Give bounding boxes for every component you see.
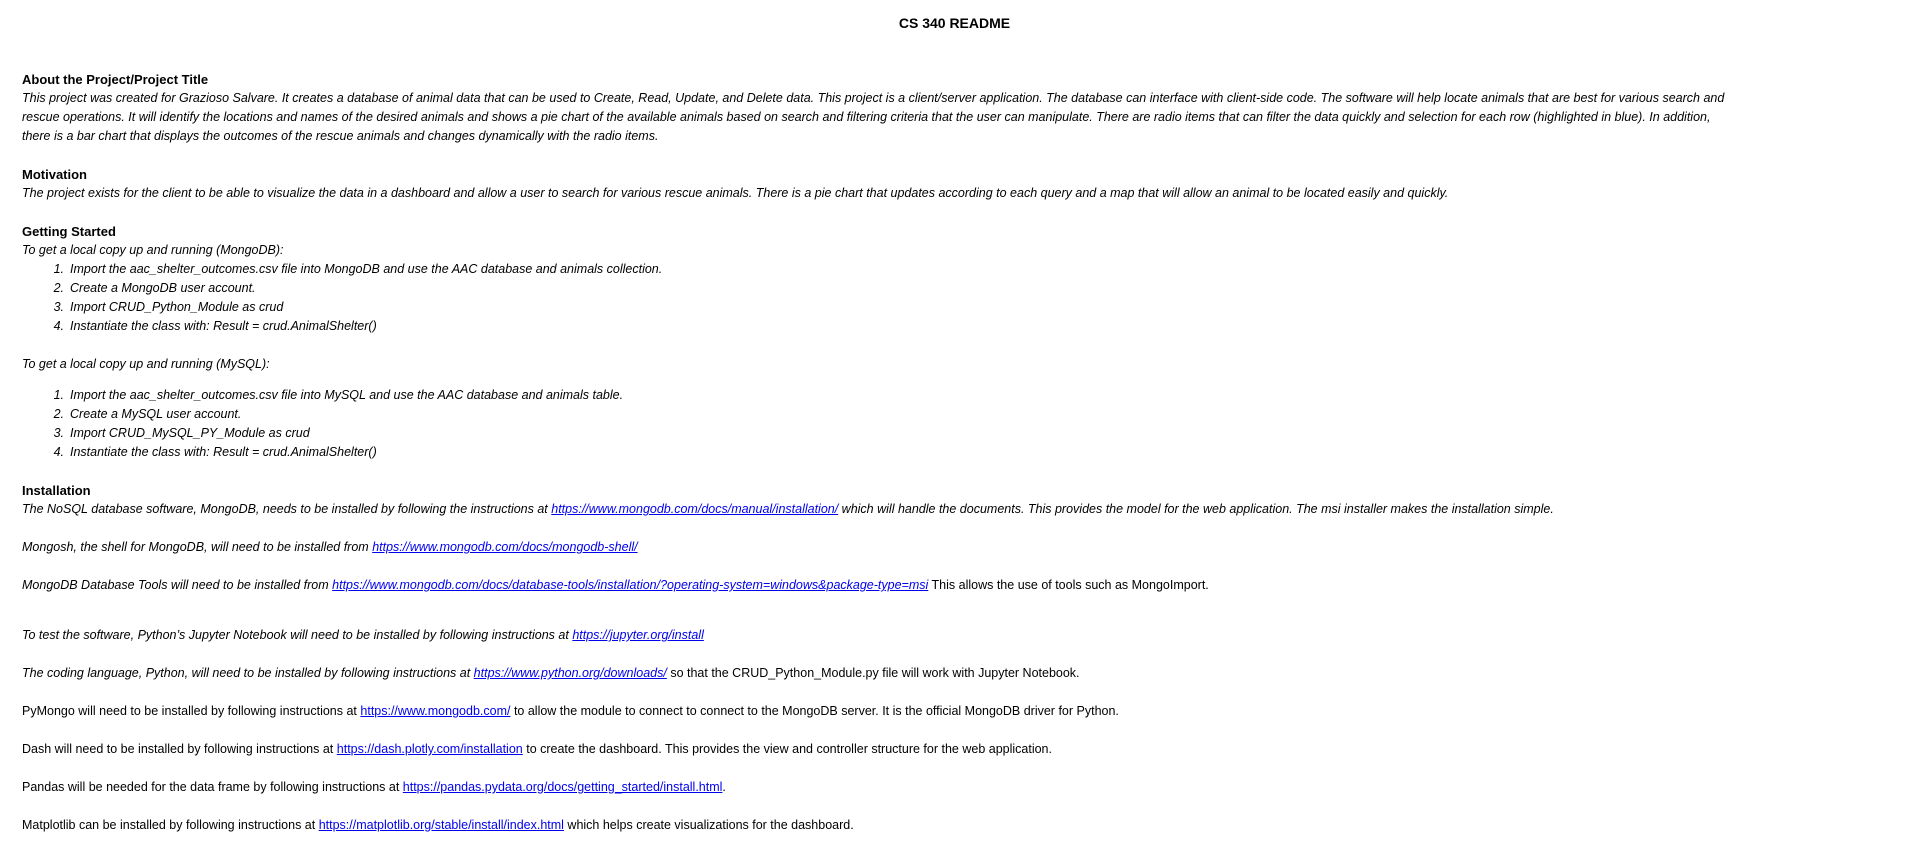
python-install-line bbox=[22, 664, 1887, 683]
python-install-link[interactable]: https://www.python.org/downloads/ bbox=[473, 666, 667, 680]
step-number: 1. bbox=[53, 262, 64, 276]
about-heading: About the Project/Project Title bbox=[22, 72, 209, 87]
mongodb-install-text-after: which will handle the documents. This provides the model for the web application. The msi installer makes the installation simple. bbox=[838, 502, 1554, 516]
mongodb-install-text: The NoSQL database software, MongoDB, needs to be installed by following the instructions at bbox=[22, 502, 552, 516]
jupyter-install-text: To test the software, Python’s Jupyter Notebook will need to be installed by following instructions at bbox=[22, 628, 573, 642]
pymongo-install-line bbox=[22, 702, 1887, 721]
step-number: 4. bbox=[53, 445, 64, 459]
matplotlib-install-link[interactable]: https://matplotlib.org/stable/install/index.html bbox=[318, 818, 564, 832]
spacer bbox=[22, 614, 1887, 626]
installation-heading: Installation bbox=[22, 483, 91, 498]
pandas-install-text: Pandas will be needed for the data frame by following instructions at bbox=[22, 780, 403, 794]
step-number: 2. bbox=[53, 281, 64, 295]
dash-install-link[interactable]: https://dash.plotly.com/installation bbox=[336, 742, 523, 756]
step-text: Import the aac_shelter_outcomes.csv file into MongoDB and use the AAC database and animals collection. bbox=[70, 262, 663, 276]
step-number: 3. bbox=[53, 426, 64, 440]
motivation-heading: Motivation bbox=[22, 167, 87, 182]
step-text: Create a MySQL user account. bbox=[70, 407, 242, 421]
step-number: 3. bbox=[53, 300, 64, 314]
spacer bbox=[22, 374, 1887, 386]
pandas-install-link[interactable]: https://pandas.pydata.org/docs/getting_started/install.html bbox=[402, 780, 723, 794]
mongodb-step bbox=[53, 298, 1887, 317]
dash-install-line bbox=[22, 740, 1887, 759]
about-text-line-1: This project was created for Grazioso Salvare. It creates a database of animal data that can be used to Create, Read, Update, and Delete data. This project is a client/server application. The database can interface with client-side code. The software will help locate animals that are best for various search and bbox=[22, 91, 1725, 105]
getting-started-section bbox=[22, 222, 1887, 481]
about-text-line-2: rescue operations. It will identify the locations and names of the desired animals and shows a pie chart of the available animals based on search and filtering criteria that the user can manipulate. There are radio items that can filter the data quickly and selection for each row (highlighted in blue). In addition, bbox=[22, 110, 1711, 124]
mongosh-install-link[interactable]: https://www.mongodb.com/docs/mongodb-shell/ bbox=[372, 540, 638, 554]
readme-document bbox=[22, 14, 1887, 854]
jupyter-install-line bbox=[22, 626, 1887, 645]
mongodb-install-link[interactable]: https://www.mongodb.com/docs/manual/installation/ bbox=[551, 502, 839, 516]
mysql-steps-list bbox=[22, 386, 1887, 462]
pymongo-install-text: PyMongo will need to be installed by following instructions at bbox=[22, 704, 361, 718]
pymongo-install-link[interactable]: https://www.mongodb.com/ bbox=[360, 704, 511, 718]
document-title: CS 340 README bbox=[898, 15, 1011, 31]
mysql-step bbox=[53, 424, 1887, 443]
db-tools-install-line bbox=[22, 576, 1887, 595]
about-section bbox=[22, 70, 1887, 146]
step-text: Instantiate the class with: Result = crud.AnimalShelter() bbox=[70, 445, 377, 459]
db-tools-install-text-after: This allows the use of tools such as MongoImport. bbox=[928, 578, 1209, 592]
mysql-step bbox=[53, 443, 1887, 462]
mongodb-step bbox=[53, 317, 1887, 336]
about-text-line-3: there is a bar chart that displays the outcomes of the rescue animals and changes dynamically with the radio items. bbox=[22, 129, 659, 143]
pandas-install-line bbox=[22, 778, 1887, 797]
step-text: Import the aac_shelter_outcomes.csv file into MySQL and use the AAC database and animals table. bbox=[70, 388, 624, 402]
motivation-section bbox=[22, 165, 1887, 203]
step-text: Import CRUD_MySQL_PY_Module as crud bbox=[70, 426, 310, 440]
mysql-step bbox=[53, 386, 1887, 405]
getting-started-heading: Getting Started bbox=[22, 224, 116, 239]
step-number: 4. bbox=[53, 319, 64, 333]
mongodb-step bbox=[53, 279, 1887, 298]
matplotlib-install-text-after: which helps create visualizations for the dashboard. bbox=[563, 818, 854, 832]
step-text: Create a MongoDB user account. bbox=[70, 281, 256, 295]
step-number: 1. bbox=[53, 388, 64, 402]
pandas-install-text-after: . bbox=[722, 780, 726, 794]
python-install-text: The coding language, Python, will need to be installed by following instructions at bbox=[22, 666, 474, 680]
mysql-setup-intro: To get a local copy up and running (MySQL): bbox=[22, 357, 270, 371]
matplotlib-install-line bbox=[22, 816, 1887, 835]
python-install-text-after: so that the CRUD_Python_Module.py file will work with Jupyter Notebook. bbox=[666, 666, 1080, 680]
pymongo-install-text-after: to allow the module to connect to connect to the MongoDB server. It is the official MongoDB driver for Python. bbox=[510, 704, 1119, 718]
step-text: Import CRUD_Python_Module as crud bbox=[70, 300, 284, 314]
motivation-text: The project exists for the client to be able to visualize the data in a dashboard and allow a user to search for various rescue animals. There is a pie chart that updates according to each query and a map that will allow an animal to be located easily and quickly. bbox=[22, 186, 1449, 200]
db-tools-install-link[interactable]: https://www.mongodb.com/docs/database-tools/installation/?operating-system=windows&package-type=msi bbox=[332, 578, 929, 592]
dash-install-text-after: to create the dashboard. This provides the view and controller structure for the web application. bbox=[522, 742, 1052, 756]
step-text: Instantiate the class with: Result = crud.AnimalShelter() bbox=[70, 319, 377, 333]
db-tools-install-text: MongoDB Database Tools will need to be installed from bbox=[22, 578, 333, 592]
dash-install-text: Dash will need to be installed by following instructions at bbox=[22, 742, 337, 756]
matplotlib-install-text: Matplotlib can be installed by following instructions at bbox=[22, 818, 319, 832]
spacer bbox=[22, 462, 1887, 481]
mysql-step bbox=[53, 405, 1887, 424]
spacer bbox=[22, 336, 1887, 355]
installation-section bbox=[22, 481, 1887, 835]
mongodb-steps-list bbox=[22, 260, 1887, 336]
step-number: 2. bbox=[53, 407, 64, 421]
mongodb-install-line bbox=[22, 500, 1887, 519]
mongodb-setup-intro: To get a local copy up and running (MongoDB): bbox=[22, 243, 284, 257]
mongosh-install-line bbox=[22, 538, 1887, 557]
mongosh-install-text: Mongosh, the shell for MongoDB, will need to be installed from bbox=[22, 540, 373, 554]
jupyter-install-link[interactable]: https://jupyter.org/install bbox=[572, 628, 704, 642]
mongodb-step bbox=[53, 260, 1887, 279]
